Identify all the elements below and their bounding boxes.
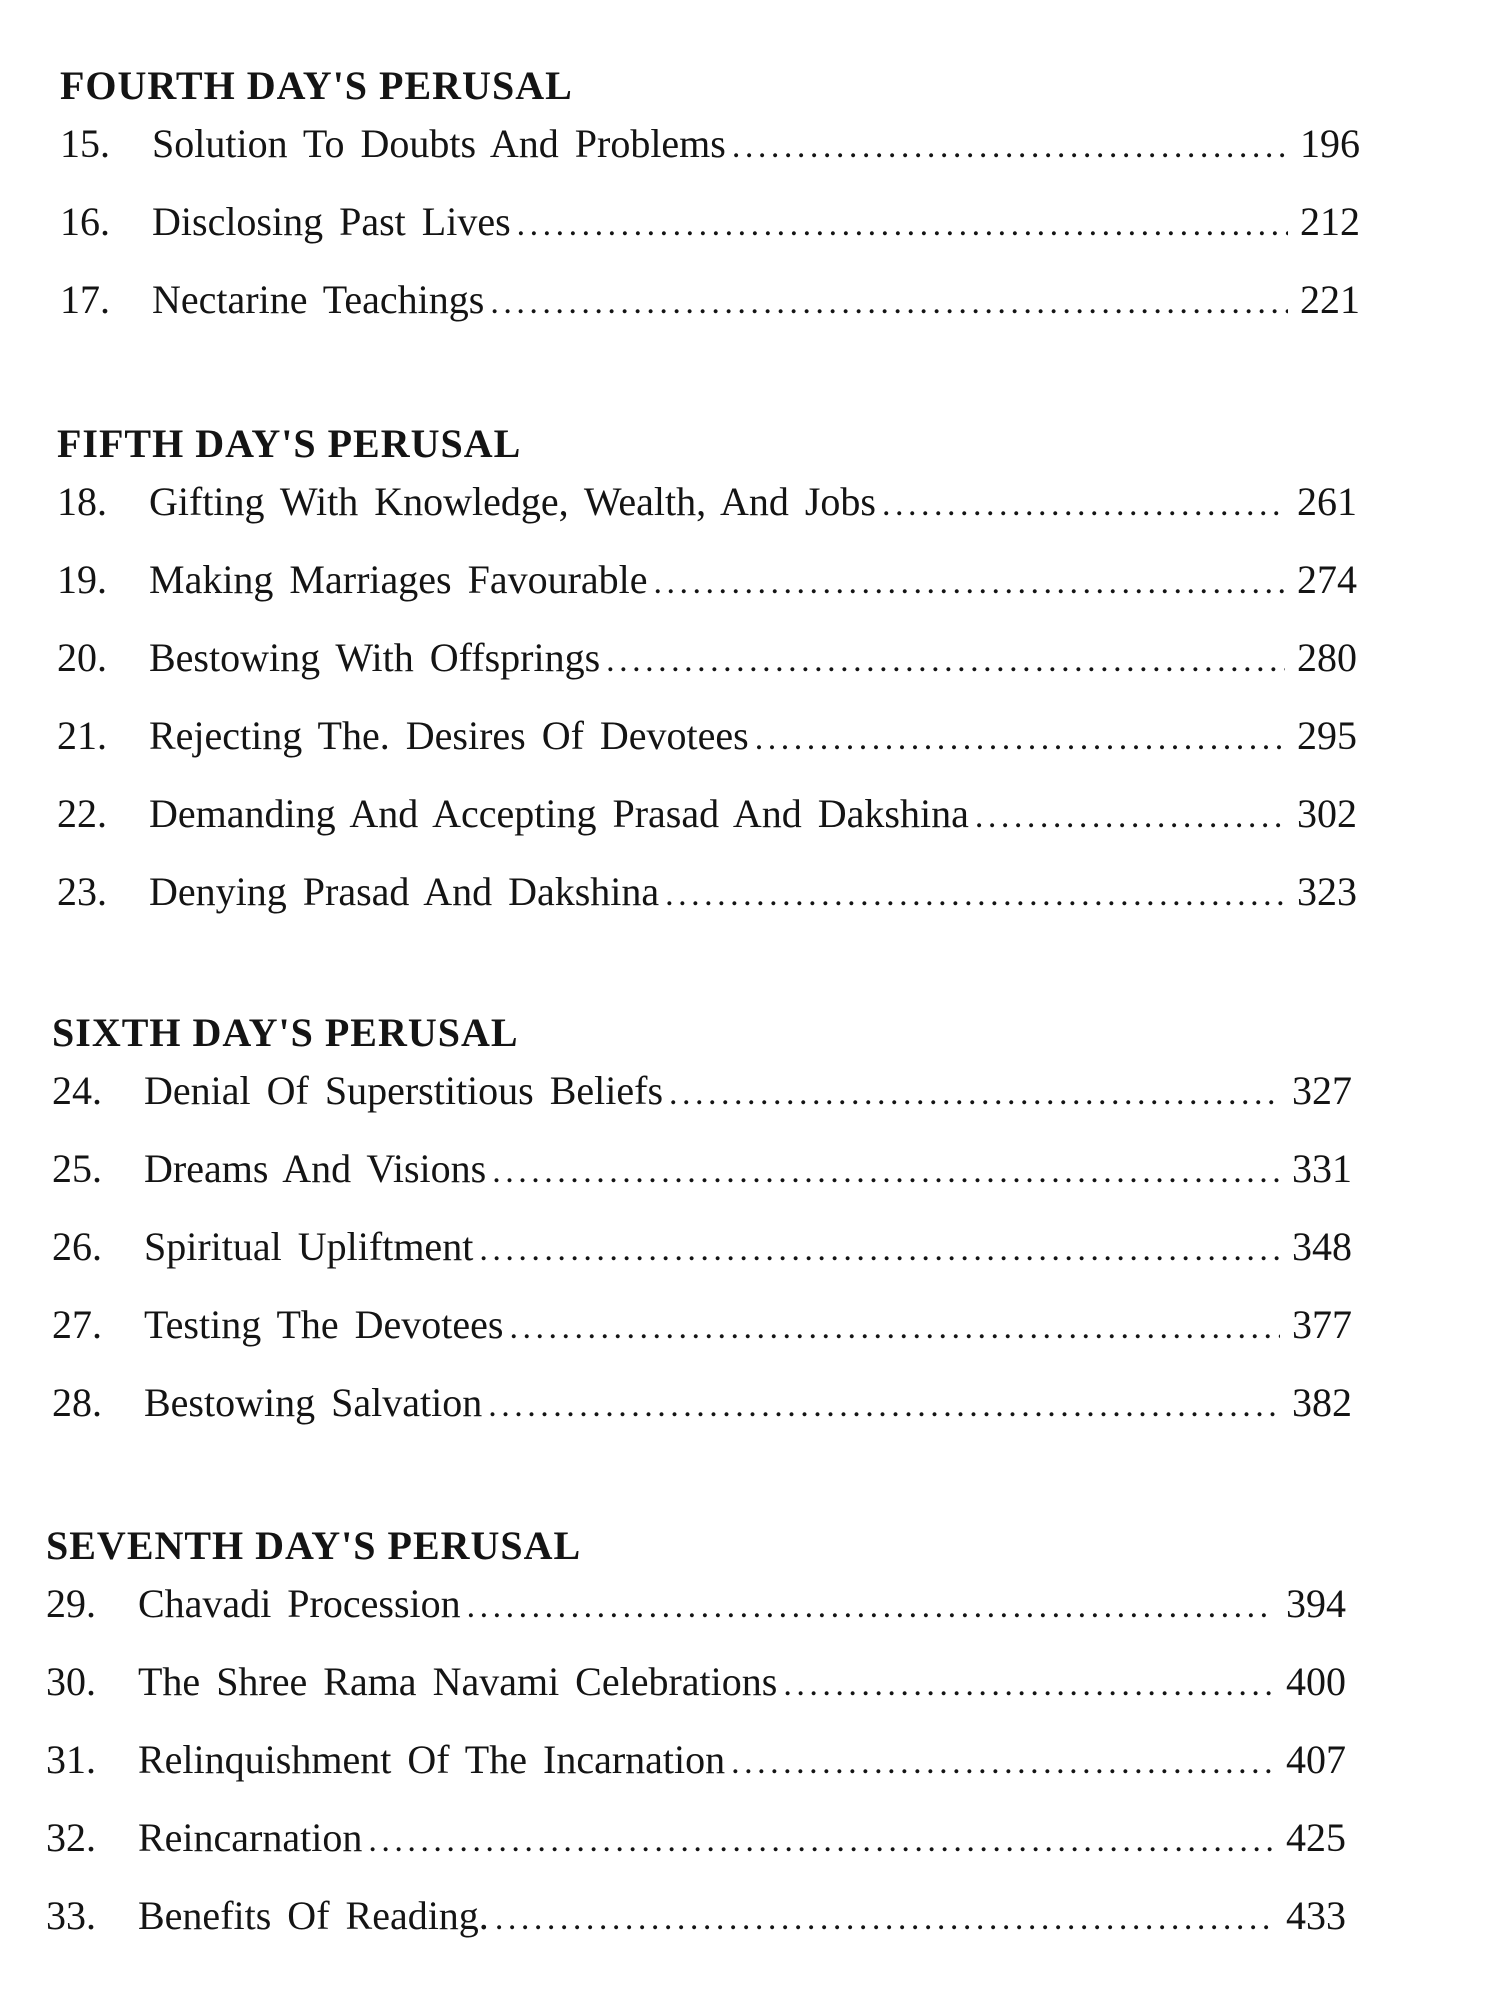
entry-page-number: 400 [1286,1659,1346,1704]
toc-entry[interactable] [52,1143,1352,1221]
dot-leader [975,791,1285,843]
toc-entry[interactable] [60,274,1360,352]
entry-title: Benefits Of Reading. [138,1893,489,1938]
toc-entry[interactable] [46,1812,1346,1890]
entry-title: Chavadi Procession [138,1581,461,1626]
entry-title: Spiritual Upliftment [144,1224,474,1269]
entry-title: Disclosing Past Lives [152,199,511,244]
dot-leader [495,1893,1274,1945]
dot-leader [731,1737,1274,1789]
entry-number: 20. [57,635,107,680]
entry-page-number: 295 [1297,713,1357,758]
entry-title: Testing The Devotees [144,1302,504,1347]
entry-page-number: 394 [1286,1581,1346,1626]
section-fifth-day [57,418,1357,944]
entry-page-number: 280 [1297,635,1357,680]
entry-number: 17. [60,277,110,322]
entry-number: 28. [52,1380,102,1425]
dot-leader [368,1815,1274,1867]
toc-entry[interactable] [46,1890,1346,1968]
dot-leader [479,1224,1280,1276]
entry-title: Bestowing Salvation [144,1380,483,1425]
toc-entry[interactable] [57,632,1357,710]
entry-page-number: 348 [1292,1224,1352,1269]
entry-page-number: 407 [1286,1737,1346,1782]
entry-title: Gifting With Knowledge, Wealth, And Jobs [149,479,876,524]
entry-page-number: 331 [1292,1146,1352,1191]
entry-title: Solution To Doubts And Problems [152,121,726,166]
entry-title: Demanding And Accepting Prasad And Dakshina [149,791,969,836]
dot-leader [490,277,1288,329]
dot-leader [654,557,1285,609]
toc-entry[interactable] [52,1065,1352,1143]
entry-title: Making Marriages Favourable [149,557,648,602]
toc-entry[interactable] [52,1221,1352,1299]
entry-title: Dreams And Visions [144,1146,487,1191]
toc-entry[interactable] [46,1656,1346,1734]
toc-entry[interactable] [57,866,1357,944]
dot-leader [488,1380,1280,1432]
entry-page-number: 433 [1286,1893,1346,1938]
entry-number: 21. [57,713,107,758]
section-seventh-day [46,1520,1346,1968]
entry-title: Reincarnation [138,1815,363,1860]
dot-leader [665,869,1285,921]
entry-number: 23. [57,869,107,914]
entry-page-number: 323 [1297,869,1357,914]
section-heading: FOURTH DAY'S PERUSAL [60,63,573,108]
entry-page-number: 382 [1292,1380,1352,1425]
entry-number: 32. [46,1815,96,1860]
entry-number: 25. [52,1146,102,1191]
dot-leader [492,1146,1280,1198]
dot-leader [882,479,1285,531]
entry-title: Denying Prasad And Dakshina [149,869,660,914]
entry-title: Nectarine Teachings [152,277,485,322]
entry-page-number: 327 [1292,1068,1352,1113]
section-fourth-day [60,60,1360,352]
toc-entry[interactable] [60,196,1360,274]
toc-entry[interactable] [57,710,1357,788]
entry-page-number: 221 [1300,277,1360,322]
entry-number: 18. [57,479,107,524]
entry-title: The Shree Rama Navami Celebrations [138,1659,778,1704]
entry-number: 16. [60,199,110,244]
toc-entry[interactable] [57,476,1357,554]
entry-number: 22. [57,791,107,836]
entry-list [46,1578,1346,1968]
entry-number: 31. [46,1737,96,1782]
entry-page-number: 302 [1297,791,1357,836]
entry-title: Rejecting The. Desires Of Devotees [149,713,749,758]
entry-list [57,476,1357,944]
dot-leader [509,1302,1280,1354]
entry-number: 15. [60,121,110,166]
entry-list [60,118,1360,352]
toc-entry[interactable] [52,1299,1352,1377]
dot-leader [669,1068,1280,1120]
entry-number: 33. [46,1893,96,1938]
entry-page-number: 425 [1286,1815,1346,1860]
entry-page-number: 261 [1297,479,1357,524]
entry-page-number: 274 [1297,557,1357,602]
entry-number: 26. [52,1224,102,1269]
entry-title: Bestowing With Offsprings [149,635,601,680]
entry-number: 29. [46,1581,96,1626]
entry-number: 24. [52,1068,102,1113]
entry-title: Relinquishment Of The Incarnation [138,1737,726,1782]
dot-leader [732,121,1288,173]
toc-entry[interactable] [52,1377,1352,1455]
toc-entry[interactable] [60,118,1360,196]
toc-entry[interactable] [46,1734,1346,1812]
section-heading: SEVENTH DAY'S PERUSAL [46,1523,582,1568]
toc-entry[interactable] [57,788,1357,866]
dot-leader [783,1659,1274,1711]
entry-page-number: 377 [1292,1302,1352,1347]
toc-entry[interactable] [46,1578,1346,1656]
dot-leader [755,713,1285,765]
dot-leader [606,635,1285,687]
entry-title: Denial Of Superstitious Beliefs [144,1068,664,1113]
entry-number: 27. [52,1302,102,1347]
section-sixth-day [52,1007,1352,1455]
entry-page-number: 212 [1300,199,1360,244]
entry-list [52,1065,1352,1455]
entry-number: 19. [57,557,107,602]
dot-leader [467,1581,1274,1633]
section-heading: FIFTH DAY'S PERUSAL [57,421,522,466]
section-heading: SIXTH DAY'S PERUSAL [52,1010,519,1055]
entry-number: 30. [46,1659,96,1704]
dot-leader [517,199,1288,251]
toc-entry[interactable] [57,554,1357,632]
entry-page-number: 196 [1300,121,1360,166]
